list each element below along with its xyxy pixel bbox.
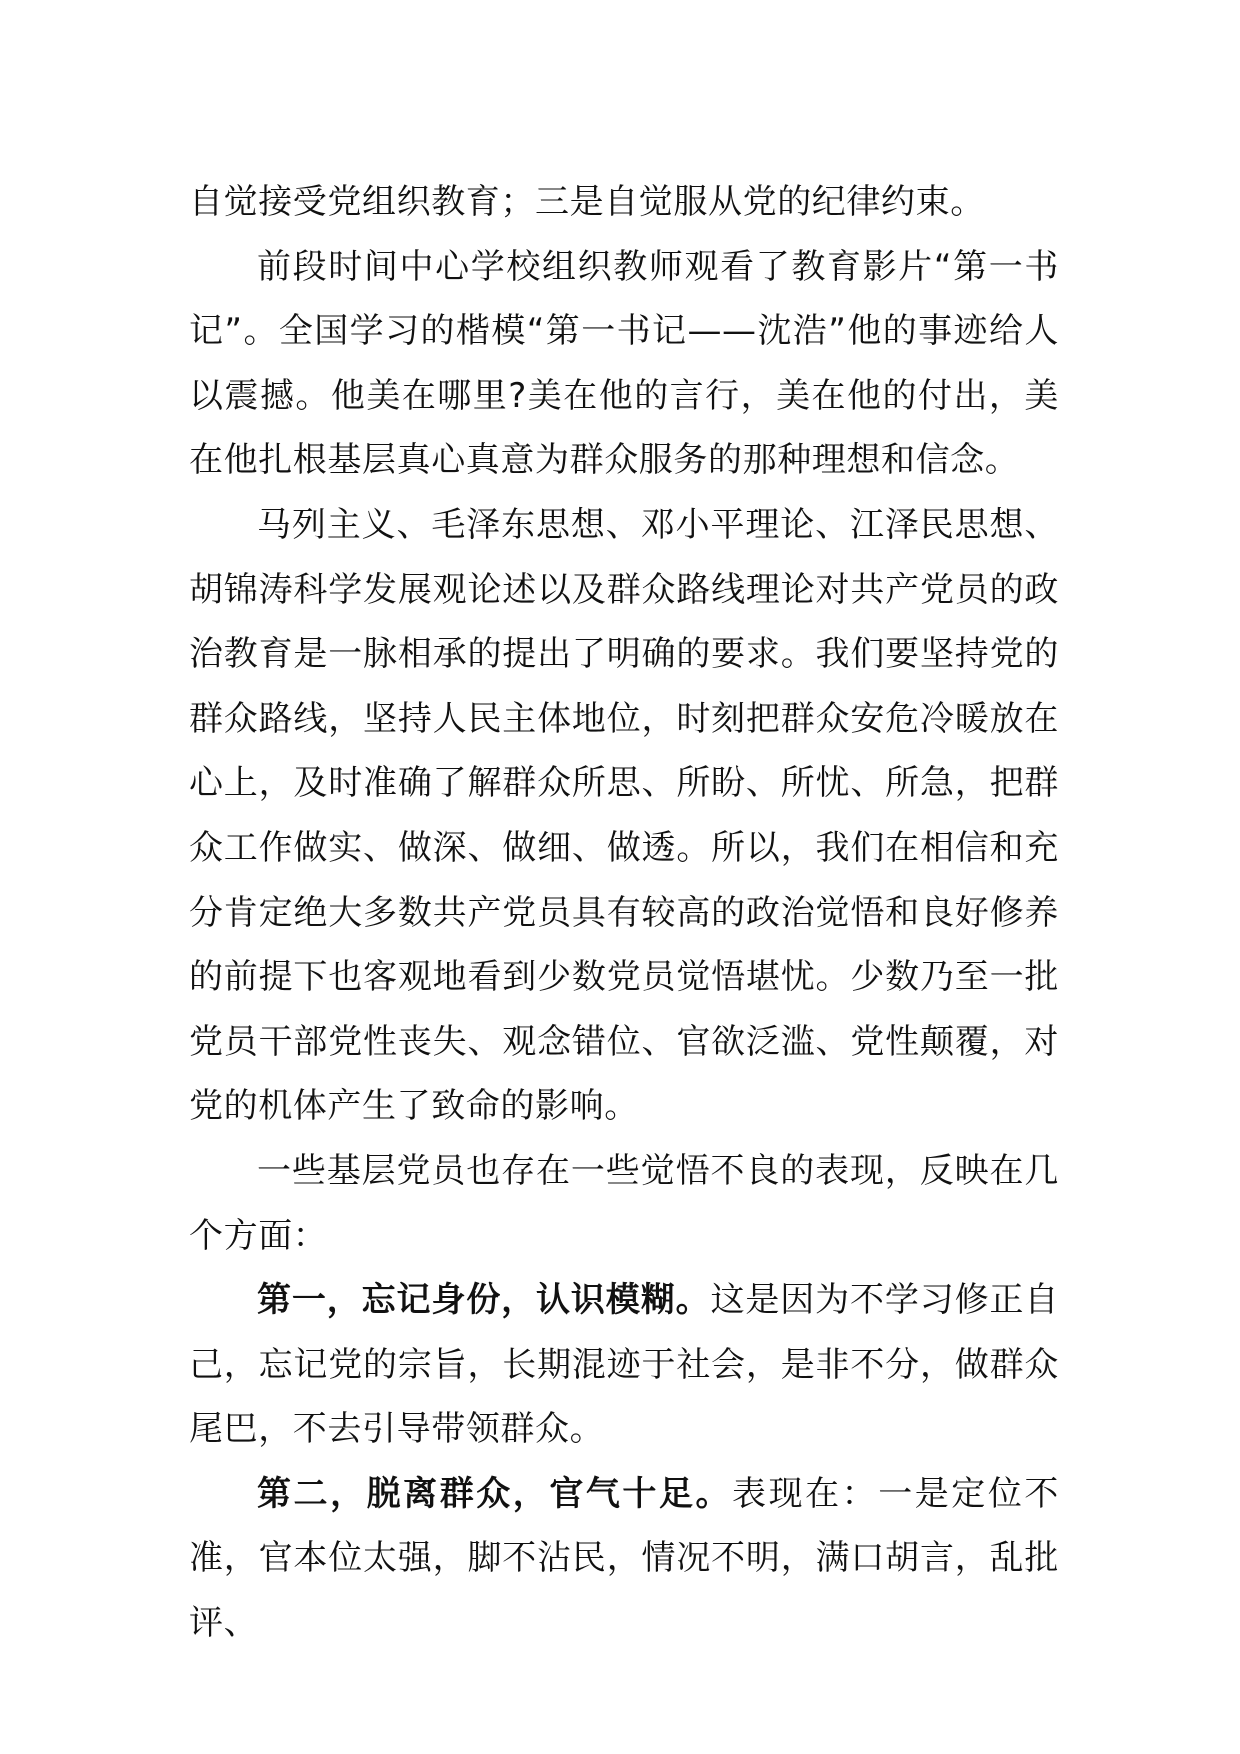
paragraph-2 [189, 235, 1059, 493]
document-body [189, 170, 1059, 1656]
paragraph-5-text: 这是因为不学习修正自己，忘记党的宗旨，长期混迹于社会，是非不分，做群众尾巴，不去引导带领群众。 [189, 1280, 1059, 1450]
paragraph-1 [189, 170, 1059, 235]
paragraph-6-heading: 第二，脱离群众，官气十足。 [257, 1473, 733, 1514]
paragraph-6 [189, 1462, 1059, 1656]
paragraph-3 [189, 493, 1059, 1139]
paragraph-5 [189, 1268, 1059, 1462]
paragraph-6-text: 表现在：一是定位不准，官本位太强，脚不沾民，情况不明，满口胡言，乱批评、 [189, 1473, 1059, 1644]
paragraph-4 [189, 1139, 1059, 1268]
paragraph-3-text: 马列主义、毛泽东思想、邓小平理论、江泽民思想、胡锦涛科学发展观论述以及群众路线理论对共产党员的政治教育是一脉相承的提出了明确的要求。我们要坚持党的群众路线，坚持人民主体地位，时刻把群众安危冷暖放在心上，及时准确了解群众所思、所盼、所忧、所急，把群众工作做实、做深、做细、做透。所以，我们在相信和充分肯定绝大多数共产党员具有较高的政治觉悟和良好修养的前提下也客观地看到少数党员觉悟堪忧。少数乃至一批党员干部党性丧失、观念错位、官欲泛滥、党性颠覆，对党的机体产生了致命的影响。 [189, 504, 1059, 1127]
paragraph-4-text: 一些基层党员也存在一些觉悟不良的表现，反映在几个方面： [189, 1150, 1059, 1256]
paragraph-5-heading: 第一，忘记身份，认识模糊。 [257, 1280, 711, 1321]
paragraph-1-text: 自觉接受党组织教育；三是自觉服从党的纪律约束。 [189, 182, 985, 222]
paragraph-2-text: 前段时间中心学校组织教师观看了教育影片“第一书记”。全国学习的楷模“第一书记——沈浩”他的事迹给人以震撼。他美在哪里?美在他的言行，美在他的付出，美在他扎根基层真心真意为群众服务的那种理想和信念。 [189, 246, 1059, 481]
